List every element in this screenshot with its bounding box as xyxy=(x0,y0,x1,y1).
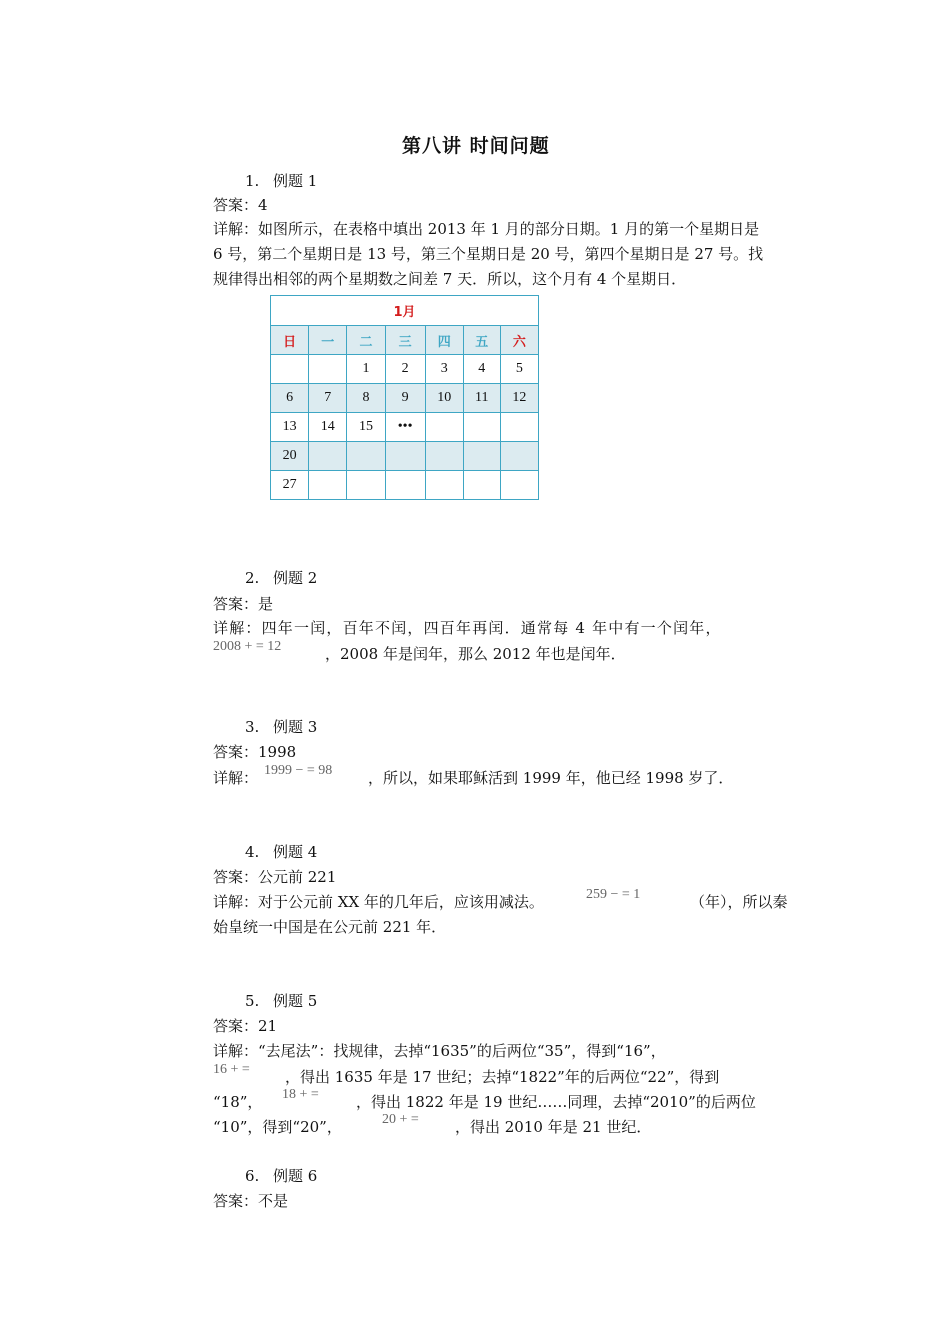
q1-label: 例题 1 xyxy=(273,172,318,190)
q2-detail-line-2: ，2008 年是闰年，那么 2012 年也是闰年． xyxy=(325,645,626,663)
q2-heading xyxy=(245,567,317,588)
calendar-cell xyxy=(385,471,425,500)
calendar-cell xyxy=(347,442,385,471)
weekday-wed: 三 xyxy=(385,326,425,355)
weekday-fri: 五 xyxy=(463,326,500,355)
q5-equation-3: 20 + = xyxy=(382,1112,419,1127)
q5-detail-line-1: 详解：“去尾法”：找规律，去掉“1635”的后两位“35”，得到“16”， xyxy=(213,1042,666,1060)
q5-detail-line-2: ，得出 1635 年是 17 世纪；去掉“1822”年的后两位“22”，得到 xyxy=(285,1068,720,1086)
q1-number: 1. xyxy=(245,172,260,190)
q3-label: 例题 3 xyxy=(273,718,318,736)
calendar-cell: 5 xyxy=(500,355,538,384)
q4-detail-line-1a: 详解：对于公元前 XX 年的几年后，应该用减法。 xyxy=(213,893,544,911)
calendar-cell xyxy=(463,471,500,500)
calendar-cell: 13 xyxy=(271,413,309,442)
calendar-weekday-row xyxy=(271,326,539,355)
calendar-cell: 1 xyxy=(347,355,385,384)
q3-heading xyxy=(245,716,317,737)
q2-detail-line-1: 详解：四年一闰，百年不闰，四百年再闰．通常每 4 年中有一个闰年， xyxy=(213,619,722,637)
calendar-cell: 10 xyxy=(425,384,463,413)
q6-heading xyxy=(245,1165,317,1186)
calendar-cell xyxy=(309,471,347,500)
q1-heading xyxy=(245,170,317,191)
calendar-week-row xyxy=(271,471,539,500)
weekday-tue: 二 xyxy=(347,326,385,355)
calendar-cell: 14 xyxy=(309,413,347,442)
calendar-cell: 3 xyxy=(425,355,463,384)
calendar-cell xyxy=(425,471,463,500)
weekday-thu: 四 xyxy=(425,326,463,355)
calendar-cell xyxy=(309,442,347,471)
q4-detail-line-2: 始皇统一中国是在公元前 221 年． xyxy=(213,918,447,936)
calendar-cell: 11 xyxy=(463,384,500,413)
q5-equation-2: 18 + = xyxy=(282,1087,319,1102)
calendar-cell xyxy=(309,355,347,384)
calendar-cell xyxy=(500,413,538,442)
weekday-sat: 六 xyxy=(500,326,538,355)
q6-number: 6. xyxy=(245,1167,260,1185)
q2-number: 2. xyxy=(245,569,260,587)
q3-detail-suffix: ，所以，如果耶稣活到 1999 年，他已经 1998 岁了． xyxy=(368,769,734,787)
calendar-cell xyxy=(500,471,538,500)
page-title: 第八讲 时间问题 xyxy=(402,135,550,157)
q5-detail-line-4a: “10”，得到“20”， xyxy=(213,1118,342,1136)
q4-label: 例题 4 xyxy=(273,843,318,861)
q6-label: 例题 6 xyxy=(273,1167,318,1185)
q5-answer: 答案：21 xyxy=(213,1017,278,1035)
q6-answer: 答案：不是 xyxy=(213,1192,289,1210)
calendar-table xyxy=(270,295,539,500)
calendar-cell xyxy=(500,442,538,471)
calendar-week-row xyxy=(271,413,539,442)
q5-detail-line-3a: “18”， xyxy=(213,1093,263,1111)
q2-equation: 2008 + = 12 xyxy=(213,639,282,654)
calendar-cell: ••• xyxy=(385,413,425,442)
calendar-cell: 8 xyxy=(347,384,385,413)
q4-detail-line-1b: （年），所以秦 xyxy=(690,893,788,911)
q5-detail-line-3b: ，得出 1822 年是 19 世纪……同理，去掉“2010”的后两位 xyxy=(356,1093,756,1111)
calendar-cell: 12 xyxy=(500,384,538,413)
q4-answer: 答案：公元前 221 xyxy=(213,868,337,886)
calendar-cell xyxy=(463,442,500,471)
q5-equation-1: 16 + = xyxy=(213,1062,250,1077)
calendar-cell xyxy=(425,413,463,442)
calendar-cell xyxy=(425,442,463,471)
q3-equation: 1999 − = 98 xyxy=(264,763,333,778)
q2-answer: 答案：是 xyxy=(213,595,274,613)
q1-detail-line-3: 规律得出相邻的两个星期数之间差 7 天．所以，这个月有 4 个星期日． xyxy=(213,270,687,288)
calendar-cell: 15 xyxy=(347,413,385,442)
weekday-sun: 日 xyxy=(271,326,309,355)
calendar-cell xyxy=(385,442,425,471)
calendar-cell: 9 xyxy=(385,384,425,413)
q1-detail-line-2: 6 号，第二个星期日是 13 号，第三个星期日是 20 号，第四个星期日是 27 号。找 xyxy=(213,245,764,263)
calendar-cell xyxy=(347,471,385,500)
calendar-cell xyxy=(271,355,309,384)
calendar-month-header: 1月 xyxy=(271,296,539,326)
q4-heading xyxy=(245,841,317,862)
q1-answer: 答案：4 xyxy=(213,196,268,214)
calendar-cell: 2 xyxy=(385,355,425,384)
calendar-cell: 6 xyxy=(271,384,309,413)
calendar-week-row xyxy=(271,355,539,384)
q5-heading xyxy=(245,990,317,1011)
q5-detail-line-4b: ，得出 2010 年是 21 世纪． xyxy=(455,1118,652,1136)
calendar-cell xyxy=(463,413,500,442)
q1-detail-line-1: 详解：如图所示，在表格中填出 2013 年 1 月的部分日期。1 月的第一个星期日是 xyxy=(213,220,760,238)
calendar-cell: 20 xyxy=(271,442,309,471)
q5-label: 例题 5 xyxy=(273,992,318,1010)
calendar-cell: 7 xyxy=(309,384,347,413)
calendar-week-row xyxy=(271,442,539,471)
q3-number: 3. xyxy=(245,718,260,736)
q4-number: 4. xyxy=(245,843,260,861)
q4-equation: 259 − = 1 xyxy=(586,887,641,902)
calendar-cell: 4 xyxy=(463,355,500,384)
q5-number: 5. xyxy=(245,992,260,1010)
q2-label: 例题 2 xyxy=(273,569,318,587)
calendar-cell: 27 xyxy=(271,471,309,500)
q3-answer: 答案：1998 xyxy=(213,743,297,761)
q3-detail-prefix: 详解： xyxy=(213,769,259,787)
weekday-mon: 一 xyxy=(309,326,347,355)
calendar-week-row xyxy=(271,384,539,413)
